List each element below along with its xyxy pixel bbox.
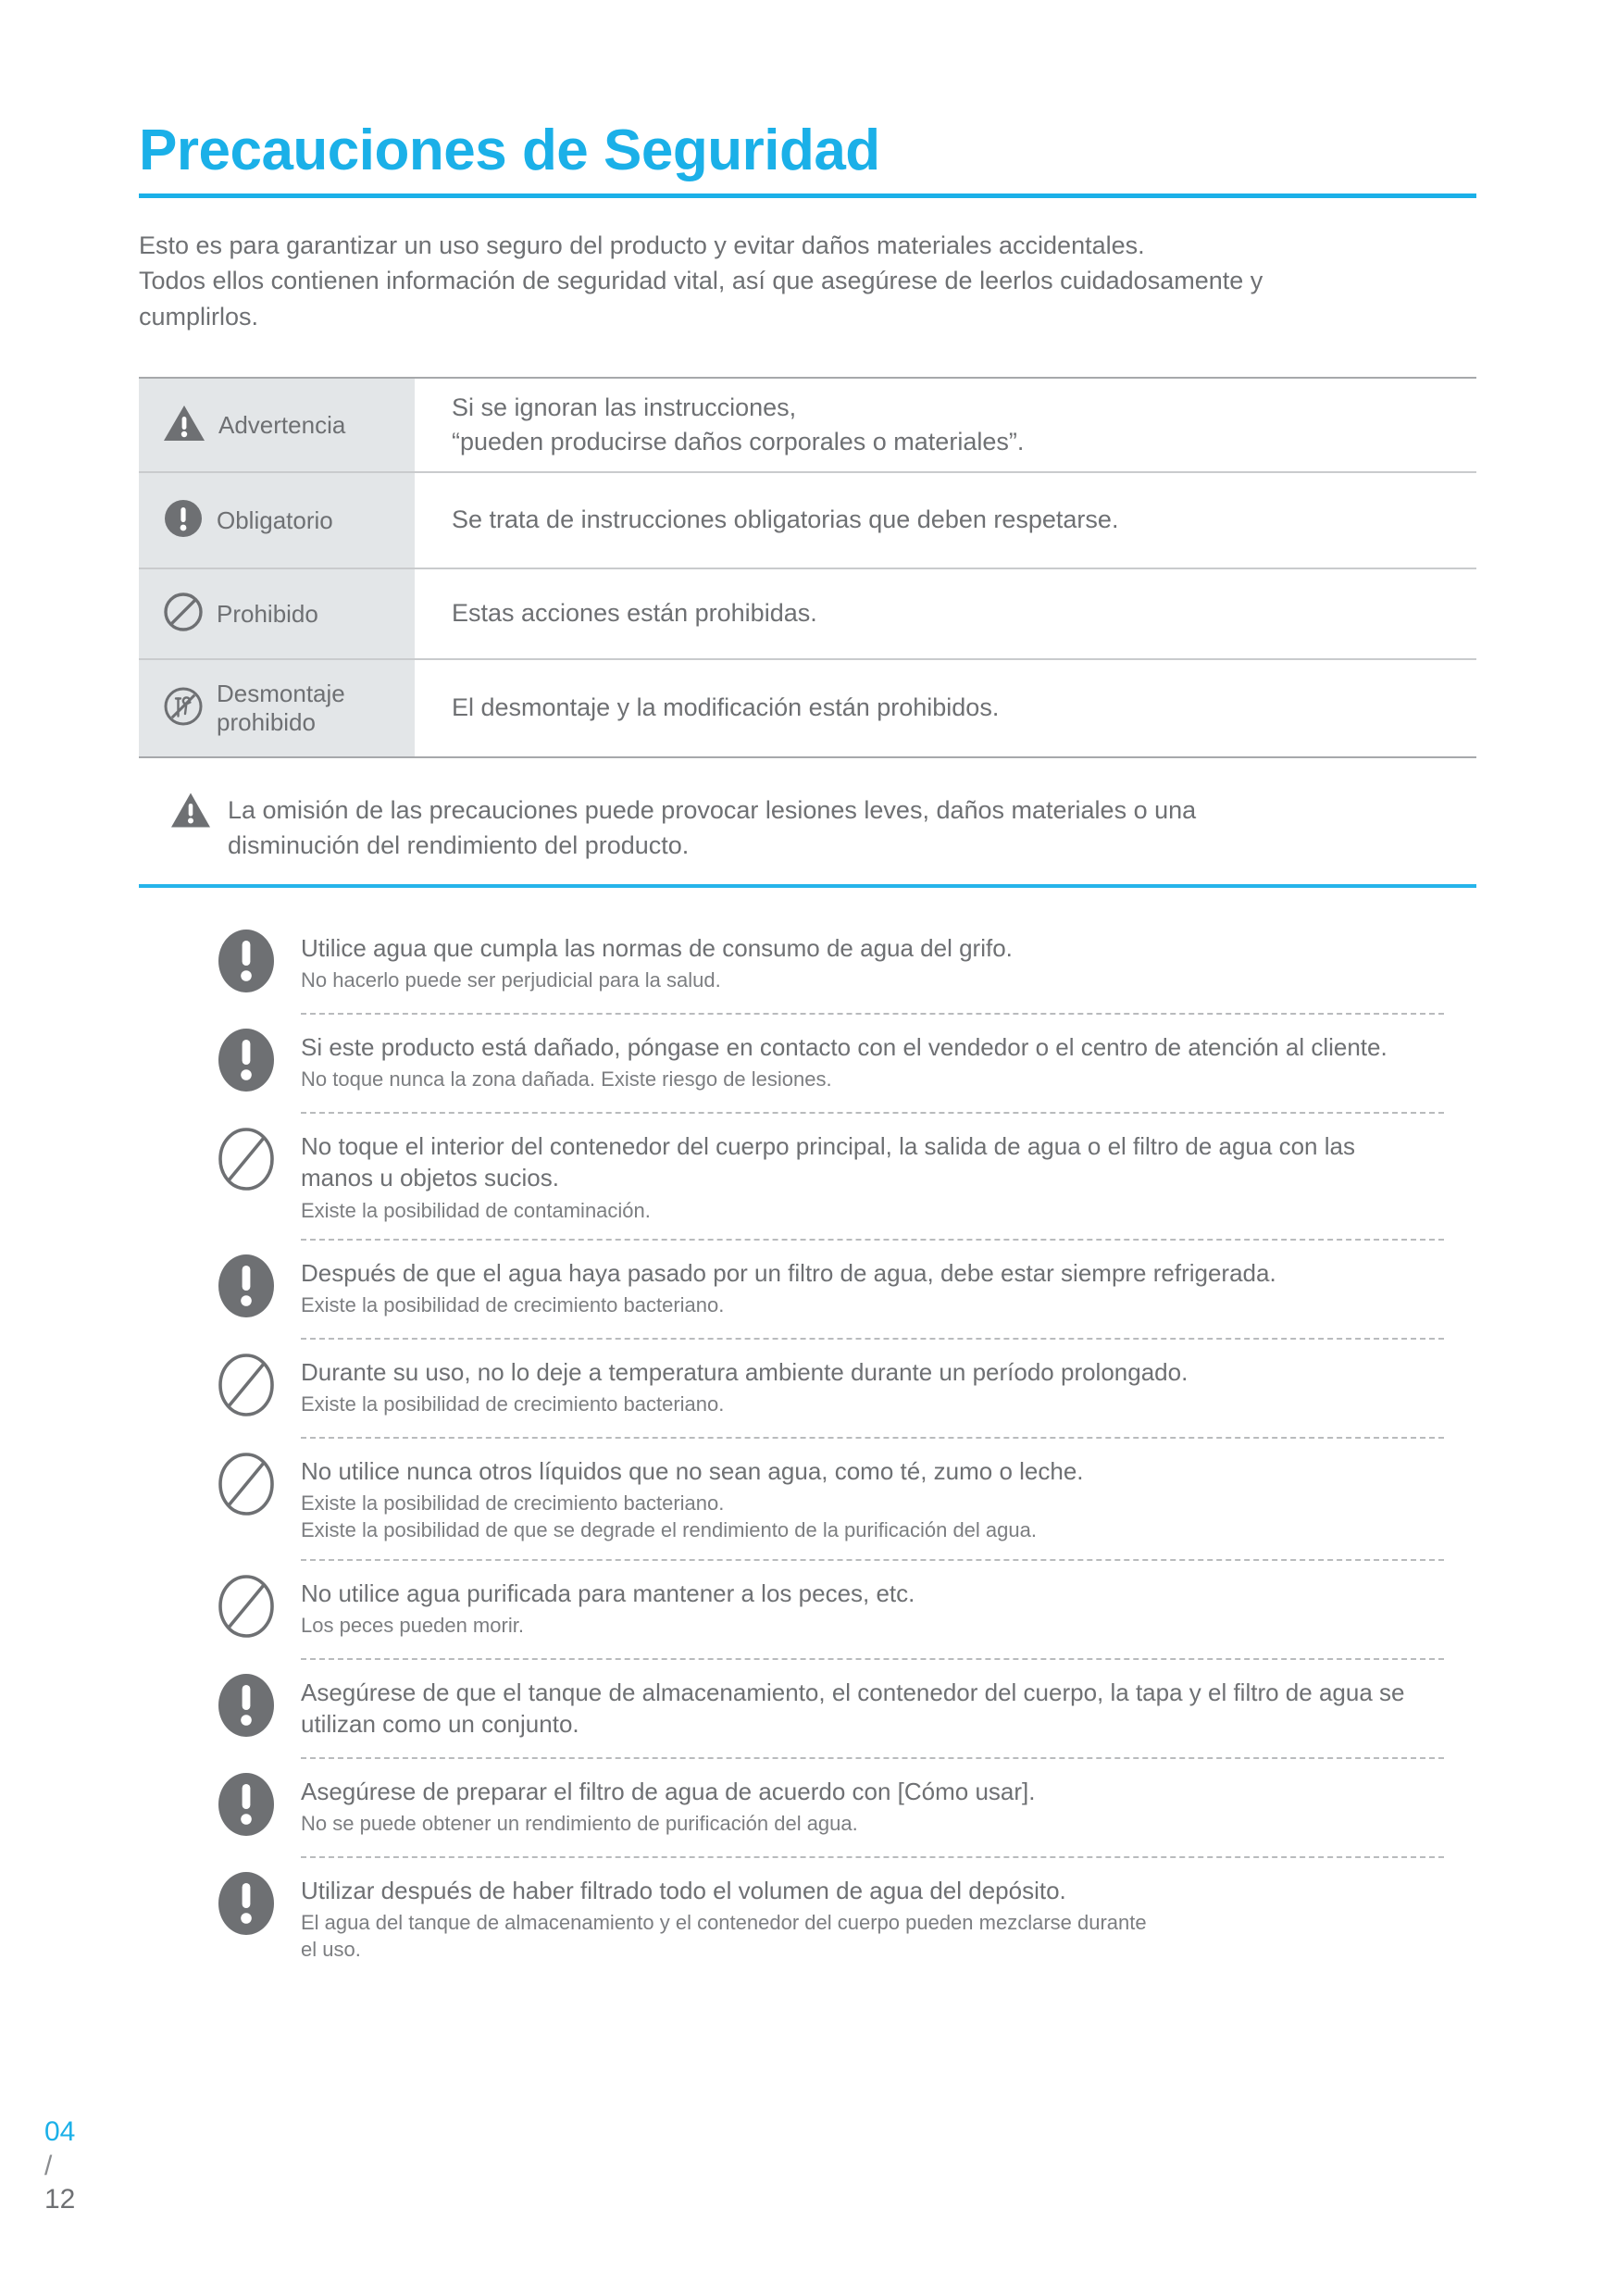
legend-label-desmontaje-prohibido: [139, 660, 415, 756]
list-item-sub: [301, 1391, 1188, 1417]
caution-banner: [139, 792, 1481, 864]
list-item-sub-line: No hacerlo puede ser perjudicial para la salud.: [301, 968, 721, 992]
legend-desc-desmontaje: [415, 660, 1476, 756]
intro-line-2: Todos ellos contienen información de seguridad vital, así que asegúrese de leerlos cuidadosamente y: [139, 267, 1263, 295]
warning-triangle-icon: [170, 792, 211, 833]
list-item-text: [301, 1871, 1147, 1964]
list-item-title: Durante su uso, no lo deje a temperatura ambiente durante un período prolongado.: [301, 1357, 1189, 1386]
legend-label-line-1: Desmontaje: [217, 680, 345, 708]
page-content: [139, 0, 1481, 1978]
mandatory-exclamation-icon: [218, 1028, 275, 1097]
legend-desc-line-1: Estas acciones están prohibidas.: [452, 599, 817, 628]
legend-label-text: Advertencia: [218, 410, 346, 439]
list-item-sub-line: Existe la posibilidad de crecimiento bacteriano.: [301, 1491, 725, 1516]
list-item: [218, 916, 1421, 1013]
list-item-sub-line: El agua del tanque de almacenamiento y el contenedor del cuerpo pueden mezclarse durante: [301, 1911, 1147, 1935]
total-page-number: 12: [44, 2184, 76, 2215]
table-row: [139, 379, 1476, 473]
legend-desc-line-2: “pueden producirse daños corporales o materiales”.: [452, 428, 1025, 456]
list-item-sub-line: Los peces pueden morir.: [301, 1614, 524, 1638]
intro-paragraph: [139, 228, 1481, 334]
precaution-list: [139, 916, 1421, 1978]
list-item-title: Utilizar después de haber filtrado todo el volumen de agua del depósito.: [301, 1876, 1066, 1904]
legend-label-line-2: prohibido: [217, 708, 316, 737]
title-block: [139, 0, 1481, 198]
list-item-text: [301, 1772, 1035, 1838]
list-item-sub-line: Existe la posibilidad de contaminación.: [301, 1198, 651, 1222]
list-item-sub: [301, 1292, 1276, 1318]
list-item-text: [301, 1353, 1188, 1418]
list-item-title: No utilice nunca otros líquidos que no sean agua, como té, zumo o leche.: [301, 1456, 1084, 1485]
list-item: [218, 1114, 1421, 1239]
list-item-sub: [301, 1909, 1147, 1963]
list-item: [218, 1858, 1421, 1978]
title-underline-rule: [139, 193, 1476, 198]
mandatory-exclamation-icon: [218, 1254, 275, 1323]
legend-desc-line-1: El desmontaje y la modificación están prohibidos.: [452, 693, 1000, 722]
mandatory-exclamation-icon: [218, 1772, 275, 1841]
legend-label-prohibido: [139, 569, 415, 658]
legend-desc-advertencia: [415, 379, 1476, 471]
list-item-title: Utilice agua que cumpla las normas de consumo de agua del grifo.: [301, 933, 1013, 962]
list-item: [218, 1241, 1421, 1338]
list-item-text: [301, 1254, 1276, 1319]
intro-line-1: Esto es para garantizar un uso seguro del producto y evitar daños materiales accidentales.: [139, 231, 1145, 260]
legend-label-text: Prohibido: [217, 599, 318, 628]
mandatory-exclamation-icon: [163, 498, 204, 543]
list-item-text: [301, 1028, 1388, 1093]
legend-desc-prohibido: [415, 569, 1476, 658]
caution-line-1: La omisión de las precauciones puede provocar lesiones leves, daños materiales o una: [228, 796, 1197, 825]
prohibited-circle-slash-icon: [218, 1574, 275, 1643]
legend-label-text: Obligatorio: [217, 505, 333, 534]
list-item-sub: [301, 967, 1013, 993]
prohibited-circle-slash-icon: [163, 592, 204, 637]
table-row: [139, 473, 1476, 569]
legend-desc-obligatorio: [415, 473, 1476, 568]
list-item: [218, 1015, 1421, 1112]
page-number-indicator: [44, 2115, 75, 2217]
table-row: [139, 569, 1476, 660]
no-disassembly-icon: [163, 686, 204, 731]
list-item: [218, 1340, 1421, 1437]
legend-label-text: [217, 680, 345, 736]
list-item-sub: [301, 1490, 1084, 1543]
safety-legend-table: [139, 377, 1476, 758]
caution-text: [228, 792, 1196, 864]
list-item-sub-line: el uso.: [301, 1938, 361, 1962]
legend-desc-line-1: Si se ignoran las instrucciones,: [452, 393, 797, 421]
list-item-text: [301, 929, 1013, 994]
prohibited-circle-slash-icon: [218, 1452, 275, 1521]
list-item-sub-line: No toque nunca la zona dañada. Existe riesgo de lesiones.: [301, 1067, 832, 1092]
intro-line-3: cumplirlos.: [139, 302, 259, 331]
list-item-title: No utilice agua purificada para mantener a los peces, etc.: [301, 1578, 915, 1607]
warning-triangle-icon: [163, 404, 205, 447]
list-item-title: Después de que el agua haya pasado por un filtro de agua, debe estar siempre refrigerada.: [301, 1258, 1276, 1287]
list-item-sub: [301, 1197, 1421, 1224]
list-item-title: No toque el interior del contenedor del cuerpo principal, la salida de agua o el filtro de agua con las manos u objetos sucios.: [301, 1131, 1355, 1192]
list-item-sub-line: Existe la posibilidad de crecimiento bacteriano.: [301, 1392, 725, 1416]
list-item-text: [301, 1574, 915, 1640]
page-title: Precauciones de Seguridad: [139, 119, 880, 182]
list-item: [218, 1759, 1421, 1856]
caution-line-2: disminución del rendimiento del producto.: [228, 830, 690, 859]
list-item-sub-line: Existe la posibilidad de que se degrade el rendimiento de la purificación del agua.: [301, 1518, 1037, 1542]
current-page-number: 04: [44, 2116, 76, 2147]
page-number-separator: /: [44, 2150, 53, 2181]
list-item-text: [301, 1673, 1421, 1741]
list-item-sub: [301, 1810, 1035, 1837]
table-row: [139, 660, 1476, 756]
list-item-sub-line: No se puede obtener un rendimiento de purificación del agua.: [301, 1812, 858, 1836]
list-item: [218, 1439, 1421, 1559]
list-item-sub: [301, 1612, 915, 1639]
mandatory-exclamation-icon: [218, 1871, 275, 1940]
mandatory-exclamation-icon: [218, 929, 275, 998]
legend-label-advertencia: [139, 379, 415, 471]
mandatory-exclamation-icon: [218, 1673, 275, 1742]
prohibited-circle-slash-icon: [218, 1353, 275, 1422]
legend-label-obligatorio: [139, 473, 415, 568]
list-item-sub-line: Existe la posibilidad de crecimiento bacteriano.: [301, 1293, 725, 1317]
list-item-text: [301, 1452, 1084, 1544]
list-item-title: Asegúrese de preparar el filtro de agua de acuerdo con [Cómo usar].: [301, 1777, 1036, 1805]
list-item-title: Asegúrese de que el tanque de almacenamiento, el contenedor del cuerpo, la tapa y el filtro de agua se utilizan como un conjunto.: [301, 1678, 1405, 1739]
list-item-sub: [301, 1066, 1388, 1092]
list-item-title: Si este producto está dañado, póngase en contacto con el vendedor o el centro de atención al cliente.: [301, 1032, 1388, 1061]
list-item-text: [301, 1127, 1421, 1224]
legend-desc-line-1: Se trata de instrucciones obligatorias que deben respetarse.: [452, 505, 1119, 534]
list-item: [218, 1561, 1421, 1658]
prohibited-circle-slash-icon: [218, 1127, 275, 1196]
list-item: [218, 1660, 1421, 1757]
caution-divider-rule: [139, 884, 1476, 888]
